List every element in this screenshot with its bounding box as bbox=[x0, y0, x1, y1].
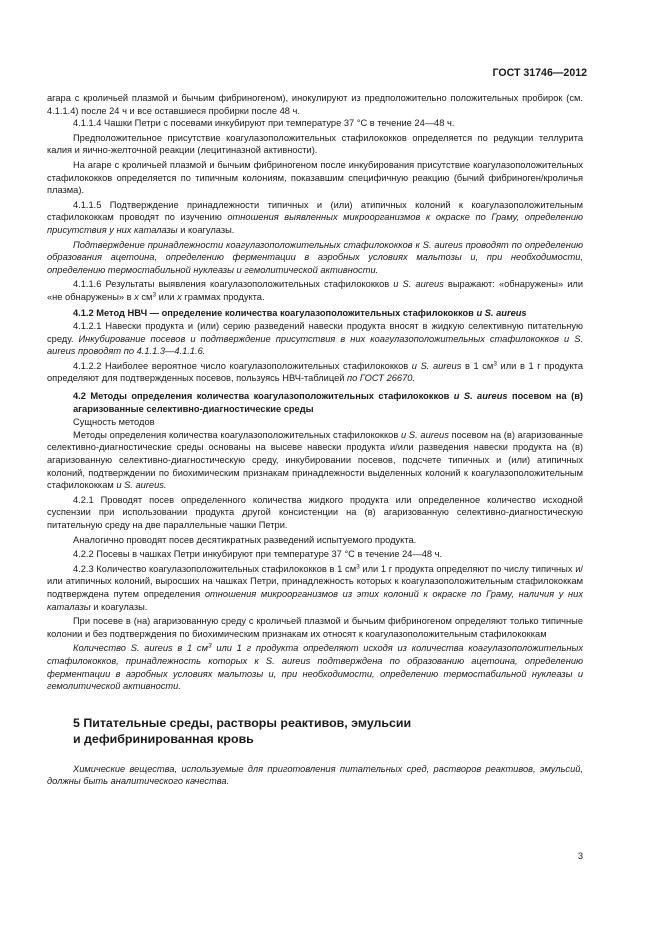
paragraph: При посеве в (на) агаризованную среду с кроличьей плазмой и бычьим фибриногеном определяют только типичные колонии и без подтверждения по биохимическим признакам их относят к коагулазоположительным стафилококкам bbox=[47, 616, 583, 639]
paragraph-4-2-3: 4.2.3 Количество коагулазоположительных стафилококков в 1 $см^3$ или 1 г продукта определяют по числу типичных и/или атипичных колоний, выросших на чашках Петри, принадлежность которых к коагулазоположительным стафилококкам подтверждена путем определения отношения микроорганизмов из этих колоний к окраске по Граму, наличия у них каталазы и коагулазы. bbox=[47, 563, 583, 612]
page-number: 3 bbox=[577, 851, 583, 861]
paragraph-4-1-1-5: 4.1.1.5 Подтверждение принадлежности типичных и (или) атипичных колоний к коагулазоположительным стафилококкам проводят по изучению отношения выявленных микроорганизмов к окраске по Граму, определению присутствия у них каталазы и коагулазы. bbox=[47, 199, 583, 235]
paragraph-italic: Количество S. aureus в 1 $см^3$ или 1 г продукта определяют исходя из количества коагулазоположительных стафилококков, принадлежность которых к S. aureus подтверждена по образованию ацетоина, определению ферментации в аэробных условиях мальтозы и, при необходимости, определению термостабильной нуклеазы и гемолитической активности. bbox=[47, 642, 583, 692]
document-body bbox=[47, 92, 583, 788]
paragraph-4-1-1-6: 4.1.1.6 Результаты выявления коагулазоположительных стафилококков и S. aureus выражают: «обнаружены» или «не обнаружены» в х $см^3$ или х граммах продукта. bbox=[47, 279, 584, 302]
paragraph-italic: Подтверждение принадлежности коагулазоположительных стафилококков к S. aureus проводят по определению образования ацетоина, определению ферментации в аэробных условиях мальтозы и, при необходимости, определению термостабильной нуклеазы и гемолитической активности. bbox=[47, 239, 583, 275]
paragraph-4-1-1-4: 4.1.1.4 Чашки Петри с посевами инкубируют при температуре 37 °С в течение 24—48 ч. bbox=[73, 118, 455, 129]
paragraph: Аналогично проводят посев десятикратных разведений испытуемого продукта. bbox=[73, 534, 417, 545]
paragraph: агара с кроличьей плазмой и бычьим фибриногеном), инокулируют из предположительно положительных пробирок (см. 4.1.1.4) после 24 ч и все оставшиеся пробирки после 48 ч. bbox=[47, 93, 583, 116]
paragraph: Методы определения количества коагулазоположительных стафилококков и S. aureus посевом на (в) агаризованные селективно-диагностические среды основаны на высеве навески продукта и/или разведения навески продукта на (в) агаризованную селективно-диагностическую среду, инкубировании посевов, подсчете типичных и (или) атипичных колоний, подтверждении по биохимическим признакам принадлежности выделенных колоний к коагулазоположительным стафилококкам и S. aureus. bbox=[47, 429, 583, 491]
paragraph-4-2-1: 4.2.1 Проводят посев определенного количества жидкого продукта или определенное количество исходной суспензии при использовании продукта другой консистенции на (в) агаризованную селективно-диагностическую питательную среду на две параллельные чашки Петри. bbox=[47, 494, 583, 530]
paragraph-4-1-2-2: 4.1.2.2 Наиболее вероятное число коагулазоположительных стафилококков и S. aureus в 1 $см^3$ или в 1 г продукта определяют для подтвержденных посевов, пользуясь НВЧ-таблицей по ГОСТ 26670. bbox=[47, 360, 583, 384]
paragraph: Предположительное присутствие коагулазоположительных стафилококков определяется по редукции теллурита калия и яично-желточной реакции (лецитиназной активности). bbox=[47, 132, 583, 156]
paragraph-italic: Химические вещества, используемые для приготовления питательных сред, растворов реактивов, эмульсий, должны быть аналитического качества. bbox=[47, 763, 583, 787]
paragraph-4-1-2-1: 4.1.2.1 Навески продукта и (или) серию разведений навески продукта вносят в жидкую селективную питательную среду. Инкубирование посевов и подтверждение присутствия в них коагулазоположительных стафилококков и S. aureus проводят по 4.1.1.3—4.1.1.6. bbox=[47, 321, 583, 357]
heading-4-2: 4.2 Методы определения количества коагулазоположительных стафилококков и S. aureus посевом на (в) агаризованные селективно-диагностические среды bbox=[73, 391, 583, 414]
standard-code-header: ГОСТ 31746—2012 bbox=[492, 67, 587, 79]
paragraph-4-2-2: 4.2.2 Посевы в чашках Петри инкубируют при температуре 37 °С в течение 24—48 ч. bbox=[73, 549, 443, 560]
heading-4-1-2: 4.1.2 Метод НВЧ — определение количества коагулазоположительных стафилококков и S. aureus bbox=[73, 307, 527, 318]
paragraph: Сущность методов bbox=[73, 417, 155, 428]
section-5-heading: 5 Питательные среды, растворы реактивов, эмульсии и дефибринированная кровь bbox=[73, 715, 412, 746]
paragraph: На агаре с кроличьей плазмой и бычьим фибриногеном после инкубирования присутствие коагулазоположительных стафилококков определяется по типичным колониям, показавшим специфичную реакцию (бычий фибриноген/кроличья плазма). bbox=[47, 159, 583, 196]
